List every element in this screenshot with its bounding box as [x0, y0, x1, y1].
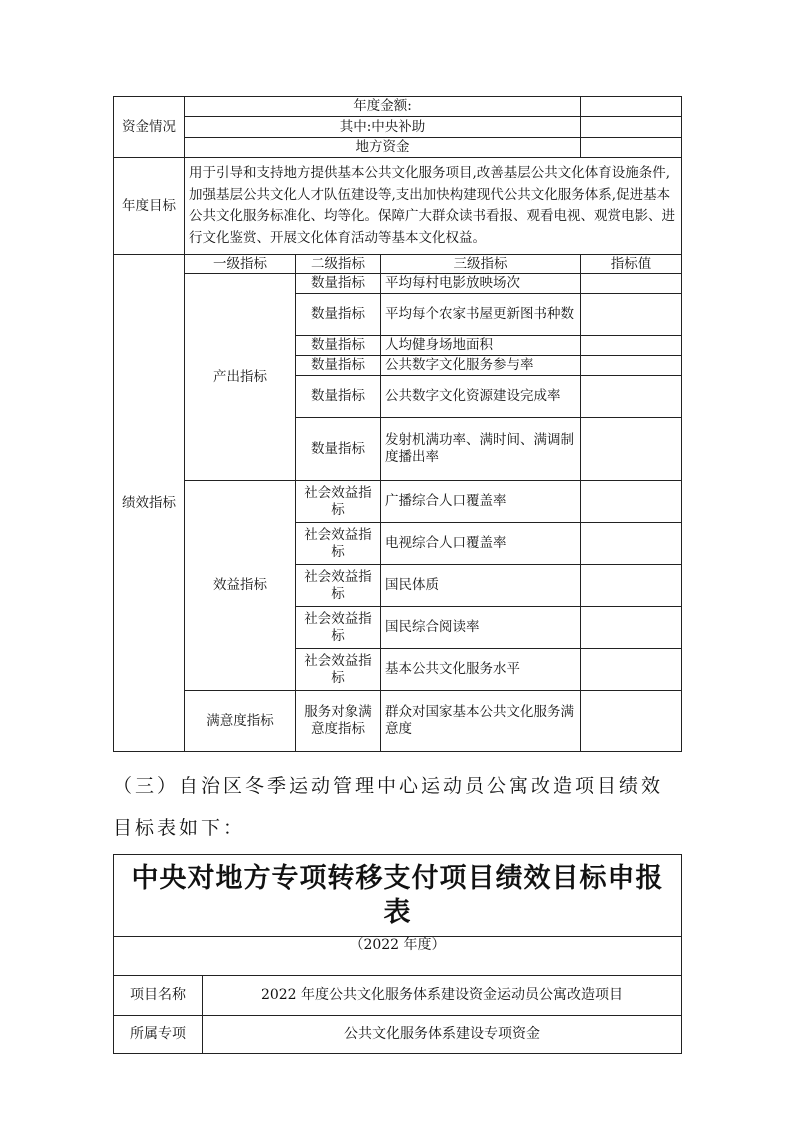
- value-cell: [581, 481, 682, 523]
- benefit-indicator-label: 效益指标: [185, 481, 296, 691]
- value-cell: [581, 294, 682, 336]
- level2-cell: 数量指标: [296, 376, 381, 418]
- level2-cell: 数量指标: [296, 336, 381, 356]
- funds-label: 资金情况: [114, 97, 185, 158]
- level3-cell: 广播综合人口覆盖率: [381, 481, 581, 523]
- level2-cell: 社会效益指标: [296, 523, 381, 565]
- value-cell: [581, 649, 682, 691]
- level3-cell: 国民体质: [381, 565, 581, 607]
- level2-cell: 数量指标: [296, 274, 381, 294]
- level2-cell: 社会效益指标: [296, 649, 381, 691]
- header-level2: 二级指标: [296, 255, 381, 274]
- header-level1: 一级指标: [185, 255, 296, 274]
- value-cell: [581, 356, 682, 376]
- value-cell: [581, 274, 682, 294]
- annual-goal-text: 用于引导和支持地方提供基本公共文化服务项目,改善基层公共文化体育设施条件,加强基层公共文化人才队伍建设等,支出加快构建现代公共文化服务体系,促进基本公共文化服务标准化、均等化。保障广大群众读书看报、观看电视、观赏电影、进行文化鉴赏、开展文化体育活动等基本文化权益。: [185, 158, 682, 255]
- value-cell: [581, 691, 682, 752]
- value-cell: [581, 523, 682, 565]
- level3-cell: 电视综合人口覆盖率: [381, 523, 581, 565]
- value-cell: [581, 336, 682, 356]
- category-value: 公共文化服务体系建设专项资金: [203, 1016, 682, 1054]
- level2-cell: 社会效益指标: [296, 607, 381, 649]
- satisfaction-indicator-label: 满意度指标: [185, 691, 296, 752]
- level2-cell: 数量指标: [296, 294, 381, 336]
- value-cell: [581, 565, 682, 607]
- performance-label: 绩效指标: [114, 255, 185, 752]
- annual-amount-value: [581, 97, 682, 117]
- level3-cell: 公共数字文化资源建设完成率: [381, 376, 581, 418]
- local-funds-value: [581, 138, 682, 158]
- header-level3: 三级指标: [381, 255, 581, 274]
- performance-goal-table: [113, 96, 682, 752]
- central-subsidy-label: 其中:中央补助: [185, 117, 581, 138]
- annual-goal-label: 年度目标: [114, 158, 185, 255]
- project-name-value: 2022 年度公共文化服务体系建设资金运动员公寓改造项目: [203, 976, 682, 1016]
- level3-cell: 国民综合阅读率: [381, 607, 581, 649]
- central-subsidy-value: [581, 117, 682, 138]
- level3-cell: 平均每个农家书屋更新图书种数: [381, 294, 581, 336]
- local-funds-label: 地方资金: [185, 138, 581, 158]
- level3-cell: 发射机满功率、满时间、满调制度播出率: [381, 418, 581, 481]
- level2-cell: 数量指标: [296, 356, 381, 376]
- level2-cell: 数量指标: [296, 418, 381, 481]
- level2-cell: 服务对象满意度指标: [296, 691, 381, 752]
- level3-cell: 群众对国家基本公共文化服务满意度: [381, 691, 581, 752]
- report-form-table: [113, 854, 682, 1054]
- value-cell: [581, 376, 682, 418]
- output-indicator-label: 产出指标: [185, 274, 296, 481]
- project-name-label: 项目名称: [114, 976, 203, 1016]
- level3-cell: 平均每村电影放映场次: [381, 274, 581, 294]
- report-title: 中央对地方专项转移支付项目绩效目标申报表: [131, 862, 664, 928]
- level3-cell: 人均健身场地面积: [381, 336, 581, 356]
- category-label: 所属专项: [114, 1016, 203, 1054]
- value-cell: [581, 418, 682, 481]
- level3-cell: 公共数字文化服务参与率: [381, 356, 581, 376]
- value-cell: [581, 607, 682, 649]
- level2-cell: 社会效益指标: [296, 481, 381, 523]
- level3-cell: 基本公共文化服务水平: [381, 649, 581, 691]
- report-year: （2022 年度）: [349, 937, 446, 953]
- level2-cell: 社会效益指标: [296, 565, 381, 607]
- header-value: 指标值: [581, 255, 682, 274]
- section-paragraph: （三）自治区冬季运动管理中心运动员公寓改造项目绩效目标表如下：: [113, 775, 664, 839]
- annual-amount-label: 年度金额:: [185, 97, 581, 117]
